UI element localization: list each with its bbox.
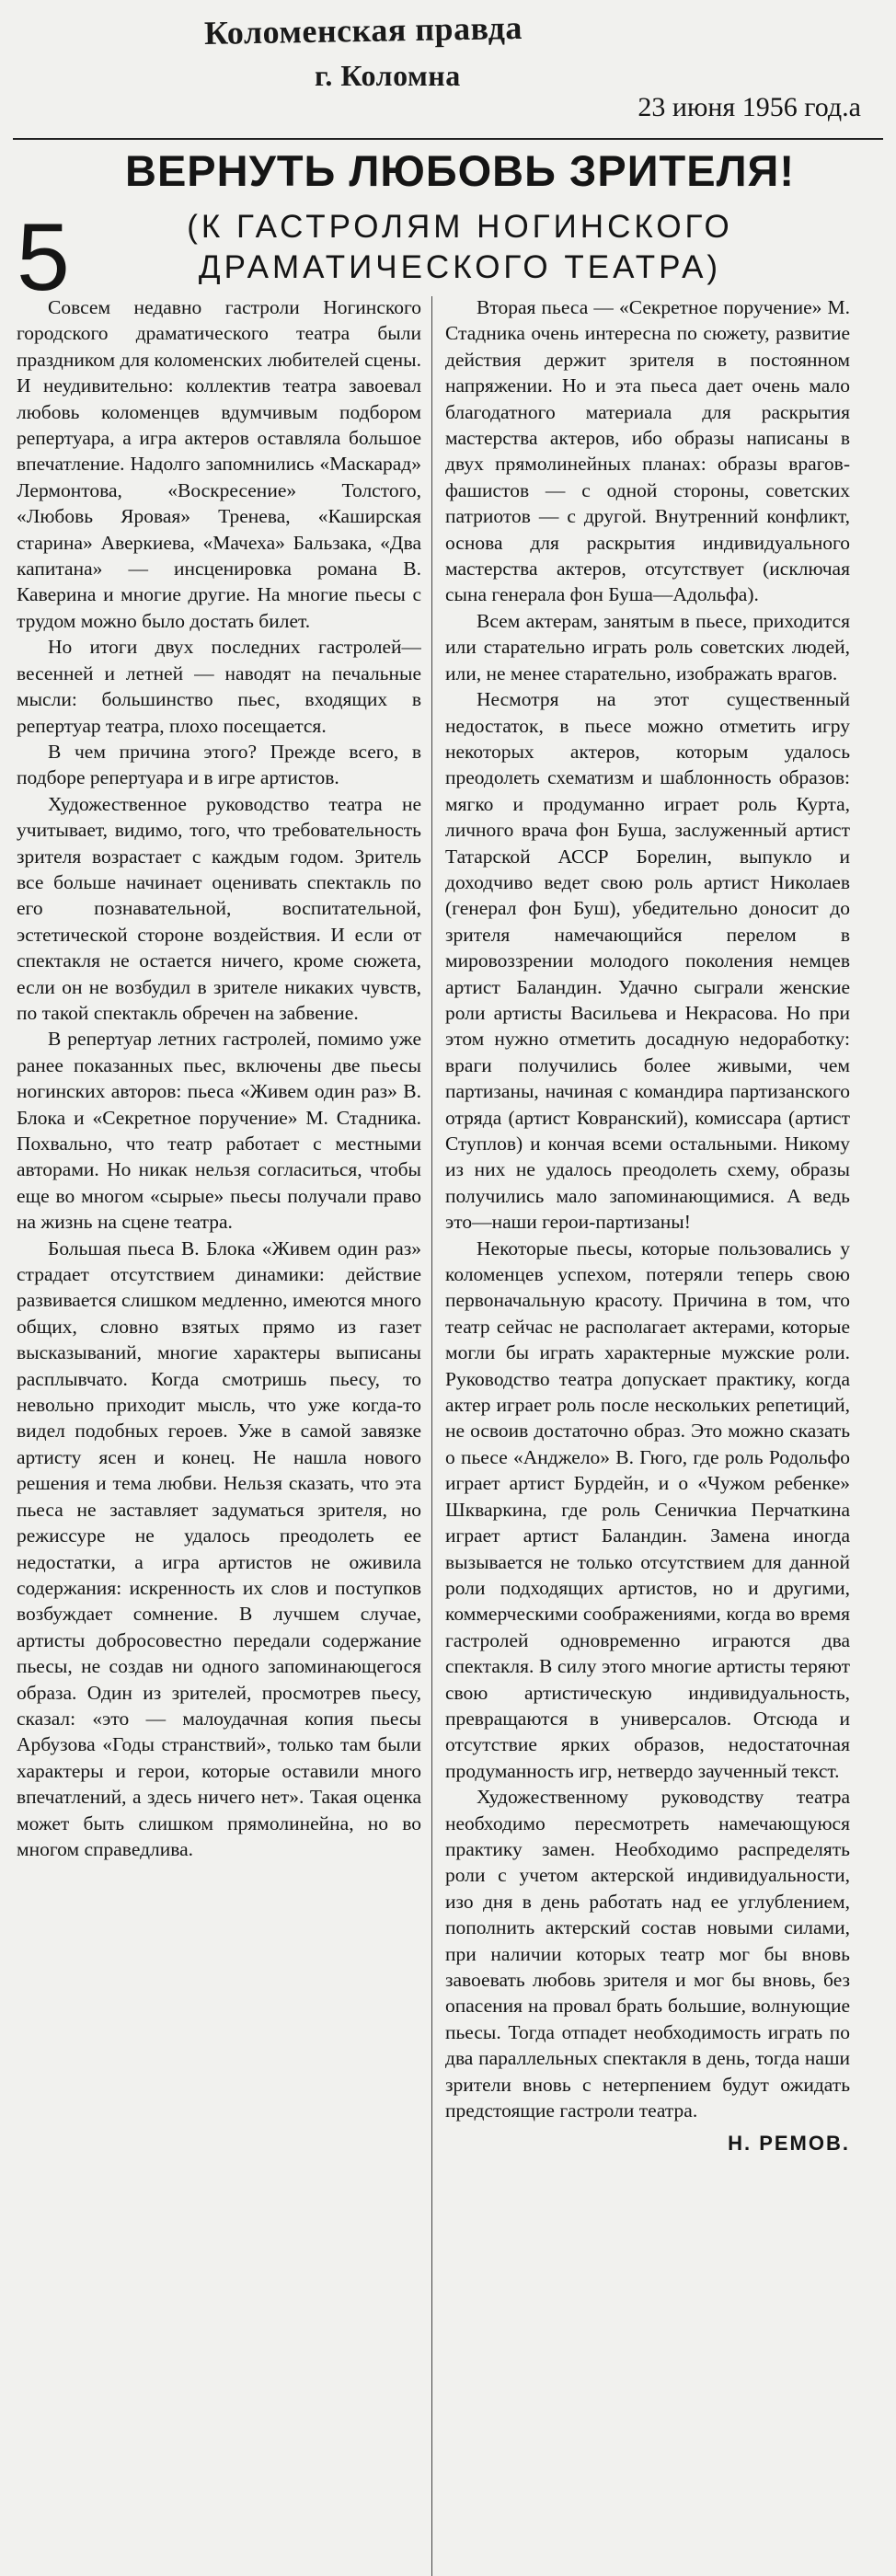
city-name: г. Коломна [315,59,461,92]
paragraph-6: Большая пьеса В. Блока «Живем один раз» страдает отсутствием динамики: действие развивается слишком медленно, имеются много общих, словно взятых прямо из газет высказываний, многие характеры выписаны расплывчато. Когда смотришь пьесу, то невольно приходит мысль, что уже когда-то видел подобных героев. Уже в самой завязке артисту ясен и конец. Не нашла нового решения и тема любви. Нельзя сказать, что эта пьеса не заставляет задуматься зрителя, но режиссуре не удалось преодолеть ее недостатки, а игра артистов не оживила содержания: искренность их слов и поступков возбуждает сомнение. В лучшем случае, артисты добросовестно передали содержание пьесы, не создав ни одного запоминающегося образа. Один из зрителей, просмотрев пьесу, сказал: «это — малоудачная копия пьесы Арбузова «Годы странствий», только там были характеры и герои, которые оставили много впечатлений, а здесь ничего нет». Такая оценка может быть слишком прямолинейна, но во многом справедлива. [17,1236,421,1860]
paragraph-9: Несмотря на этот существенный недостаток, в пьесе можно отметить игру некоторых актеров, которым удалось преодолеть схематизм и шаблонность образов: мягко и продуманно играет роль Курта, личного врача фон Буша, заслуженный артист Татарской АССР Борелин, выпукло и доходчиво ведет свою роль артист Николаев (генерал фон Буш), убедительно доносит до зрителя намечающийся перелом в мировоззрении молодого поколения немцев артист Баландин. Удачно сыграли женские роли артисты Васильева и Некрасова. Но при этом нужно отметить досадную недоработку: враги получились более живыми, чем партизаны, начиная с командира партизанского отряда (артист Ковранский), комиссара (артист Ступлов) и кончая всеми остальными. Никому из них не удалось преодолеть схему, образы получились мало запоминающимися. А ведь это—наши герои-партизаны! [445,688,850,1234]
header-divider [13,138,883,140]
paragraph-7: Вторая пьеса — «Секретное поручение» М. Стадника очень интересна по сюжету, развитие действия держит зрителя в постоянном напряжении. Но и эта пьеса дает очень мало благодатного материала для раскрытия мастерства актеров, ибо образы написаны в двух прямолинейных планах: образы врагов-фашистов — с одной стороны, советских патриотов — с другой. Внутренний конфликт, основа для раскрытия индивидуального мастерства актеров, отсутствует (исключая сына генерала фон Буша—Адольфа). [445,296,850,606]
article-column-left [17,294,421,2569]
article-subhead-line1: (К ГАСТРОЛЯМ НОГИНСКОГО [187,209,733,245]
article-column-right [445,294,850,2569]
paragraph-5: В репертуар летних гастролей, помимо уже ранее показанных пьес, включены две пьесы ногинских авторов: пьеса «Живем один раз» В. Блока и «Секретное поручение» М. Стадника. Похвально, что театр работает с местными авторами. Но никак нельзя согласиться, чтобы еще во многом «сырые» пьесы получали право на жизнь на сцене театра. [17,1028,421,1234]
paragraph-3: В чем причина этого? Прежде всего, в подборе репертуара и в игре артистов. [17,740,421,789]
author-signature: Н. РЕМОВ. [728,2132,850,2156]
paragraph-10: Некоторые пьесы, которые пользовались у коломенцев успехом, потеряли теперь свою первоначальную красоту. Причина в том, что театр сейчас не располагает актерами, которые могли бы играть характерные мужские роли. Руководство театра допускает практику, когда актер играет роль после нескольких репетиций, не освоив достаточно образ. Это можно сказать о пьесе «Анджело» В. Гюго, где роль Родольфо играет артист Бурдейн, и о «Чужом ребенке» Шкваркина, где роль Сеничкиа Перчаткина играет артист Баландин. Замена иногда вызывается не только отсутствием для данной роли подходящих артистов, но и другими, коммерческими соображениями, когда во время гастролей одновременно играются два спектакля. В силу этого многие артисты теряют свою артистическую индивидуальность, превращаются в универсалов. Отсюда и отсутствие ярких образов, недостаточная продуманность игр, нетвердо заученный текст. [445,1236,850,1782]
article-subhead-line2: ДРАМАТИЧЕСКОГО ТЕАТРА) [198,249,722,285]
paragraph-4: Художественное руководство театра не учитывает, видимо, того, что требовательность зрителя возрастает с каждым годом. Зритель все больше начинает оценивать спектакль по его познавательной, воспитательной, эстетической стороне воздействия. И если от спектакля не остается ничего, кроме сюжета, если он не возбудил в зрителе никаких чувств, по такой спектакль обречен на забвение. [17,792,421,1024]
article-headline: ВЕРНУТЬ ЛЮБОВЬ ЗРИТЕЛЯ! [125,146,795,195]
paragraph-11: Художественному руководству театра необходимо пересмотреть намечающуюся практику замен. Необходимо распределять роли с учетом актерской индивидуальности, изо дня в день работать над ее углублением, пополнить актерский состав новыми силами, при наличии которых театр мог бы вновь завоевать любовь зрителя и мог бы вновь, без опасения на провал брать большие, волнующие пьесы. Тогда отпадет необходимость играть по два параллельных спектакля в день, тогда наши зрители вновь с нетерпением будут ожидать предстоящие гастроли театра. [445,1786,850,2122]
paragraph-2: Но итоги двух последних гастролей—весенней и летней — наводят на печальные мысли: большинство пьес, входящих в репертуар театра, плохо посещается. [17,636,421,737]
paragraph-1: Совсем недавно гастроли Ногинского городского драматического театра были праздником для коломенских любителей сцены. И неудивительно: коллектив театра завоевал любовь коломенцев вдумчивым подбором репертуара, а игра актеров оставляла большое впечатление. Надолго запомнились «Маскарад» Лермонтова, «Воскресение» Толстого, «Любовь Яровая» Тренева, «Каширская старина» Аверкиева, «Мачеха» Бальзака, «Два капитана» — инсценировка романа В. Каверина и многие другие. На многие пьесы с трудом можно было достать билет. [17,296,421,632]
newspaper-name: Коломенская правда [203,8,523,52]
paragraph-8: Всем актерам, занятым в пьесе, приходится или старательно играть роль советских людей, или, не менее старательно, изображать врагов. [445,609,850,684]
publication-date: 23 июня 1956 год.а [638,92,861,122]
column-divider [431,296,432,2576]
page-number: 5 [17,204,70,311]
